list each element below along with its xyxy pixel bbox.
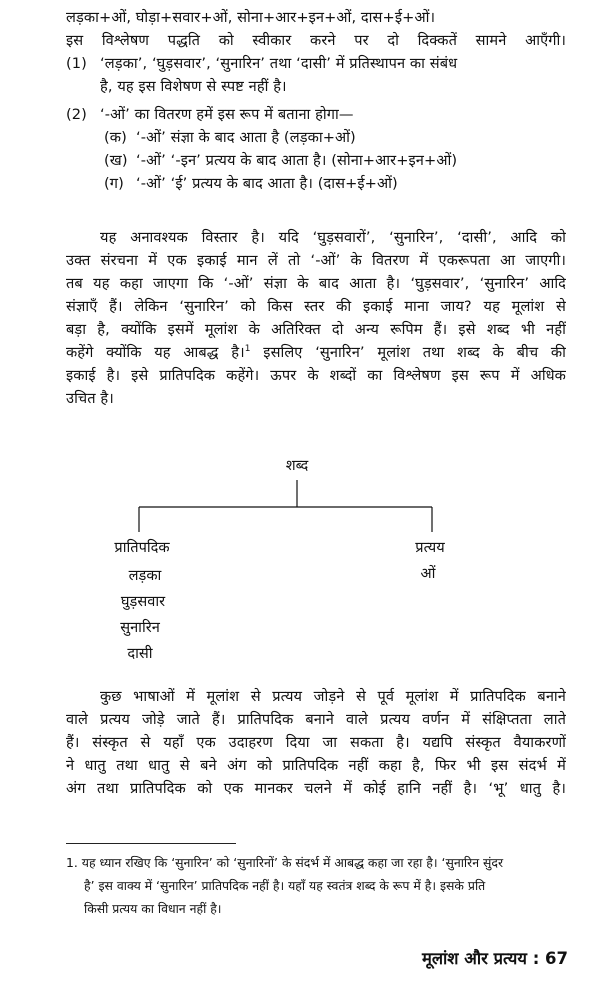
sub-point-b-label: (ख) (104, 152, 128, 169)
sub-point-c-label: (ग) (104, 175, 124, 192)
sub-point-c-text: ‘-ओं’ ‘ई’ प्रत्यय के बाद आता है। (दास+ई+ओं) (136, 175, 398, 192)
paragraph-1-line: यह अनावश्यक विस्तार है। यदि ‘घुड़सवारों’, ‘सुनारिन’, ‘दासी’, आदि को (100, 229, 566, 246)
paragraph-1-line: संज्ञाएँ हैं। लेकिन ‘सुनारिन’ को किस स्तर की इकाई माना जाय? यह मूलांश से (66, 298, 566, 315)
footnote-line: है’ इस वाक्य में ‘सुनारिन’ प्रातिपदिक नहीं है। यहाँ यह स्वतंत्र शब्द के रूप में है। इसके प्रति (84, 878, 486, 893)
footnote-line: 1. यह ध्यान रखिए कि ‘सुनारिन’ को ‘सुनारिनों’ के संदर्भ में आबद्ध कहा जा रहा है। ‘सुनारिन सुंदर (66, 855, 504, 870)
paragraph-1-line-part: इसलिए ‘सुनारिन’ मूलांश तथा शब्द के बीच की (250, 344, 566, 361)
tree-right-head: प्रत्यय (415, 539, 445, 556)
footnote-reference: 1 (244, 344, 251, 355)
intro-line: इस विश्लेषण पद्धति को स्वीकार करने पर दो दिक्कतें सामने आएँगी। (66, 32, 566, 49)
paragraph-2-line: वाले प्रत्यय जोड़े जाते हैं। प्रातिपदिक बनाने वाले प्रत्यय वर्णन में संक्षिप्तता लाते (66, 711, 566, 728)
point-1-text: ‘लड़का’, ‘घुड़सवार’, ‘सुनारिन’ तथा ‘दासी’ में प्रतिस्थापन का संबंध (100, 55, 458, 72)
paragraph-1-line-part: कहेंगे क्योंकि यह आबद्ध है। (66, 344, 245, 361)
paragraph-1-line: इकाई है। इसे प्रातिपदिक कहेंगे। ऊपर के शब्दों का विश्लेषण इस रूप में अधिक (66, 367, 566, 384)
tree-root-label: शब्द (285, 457, 309, 474)
running-footer-page-number: मूलांश और प्रत्यय : 67 (421, 949, 568, 968)
tree-left-item: सुनारिन (120, 619, 160, 636)
tree-right-item: ओं (420, 565, 436, 582)
footnote-line: किसी प्रत्यय का विधान नहीं है। (84, 901, 222, 916)
paragraph-2-line: हैं। संस्कृत से यहाँ एक उदाहरण दिया जा सकता है। यद्यपि संस्कृत वैयाकरणों (66, 734, 566, 751)
sub-point-c (66, 172, 566, 195)
tree-left-item: लड़का (128, 567, 162, 584)
paragraph-1-line: उक्त संरचना में एक इकाई मान लें तो ‘-ओं’ के वितरण में एकरूपता आ जाएगी। (66, 252, 566, 269)
paragraph-1-line: बड़ा है, क्योंकि इसमें मूलांश के अतिरिक्त दो अन्य रूपिम हैं। इसे शब्द भी नहीं (66, 321, 566, 338)
tree-left-item: घुड़सवार (120, 593, 166, 610)
tree-left-head: प्रातिपदिक (114, 539, 170, 556)
sub-point-a (66, 126, 566, 149)
sub-point-a-label: (क) (104, 129, 127, 146)
sub-point-a-text: ‘-ओं’ संज्ञा के बाद आता है (लड़का+ओं) (136, 129, 356, 146)
point-1-line-2: है, यह इस विशेषण से स्पष्ट नहीं है। (100, 78, 287, 95)
paragraph-2 (66, 685, 566, 800)
point-2-line-1 (66, 103, 566, 126)
point-1-number: (1) (66, 55, 87, 72)
sub-point-b-text: ‘-ओं’ ‘-इन’ प्रत्यय के बाद आता है। (सोना+आर+इन+ओं) (136, 152, 458, 169)
tree-left-item: दासी (127, 645, 153, 662)
paragraph-2-line: ने धातु तथा धातु से बने अंग को प्रातिपदिक नहीं कहा है, फिर भी इस संदर्भ में (66, 757, 566, 774)
point-2-number: (2) (66, 106, 87, 123)
paragraph-2-line: अंग तथा प्रातिपदिक को एक मानकर चलने में कोई हानि नहीं है। ‘भू’ धातु है। (66, 780, 566, 797)
point-1-line-1 (66, 52, 566, 75)
footnote-rule (66, 843, 236, 844)
paragraph-1-line-footnote-ref (66, 341, 566, 364)
paragraph-1 (66, 226, 566, 410)
top-block (66, 6, 566, 195)
sub-point-b (66, 149, 566, 172)
point-2-text: ‘-ओं’ का वितरण हमें इस रूप में बताना होगा— (100, 106, 354, 123)
paragraph-2-line: कुछ भाषाओं में मूलांश से प्रत्यय जोड़ने से पूर्व मूलांश में प्रातिपदिक बनाने (100, 688, 566, 705)
paragraph-1-line: तब यह कहा जाएगा कि ‘-ओं’ संज्ञा के बाद आता है। ‘घुड़सवार’, ‘सुनारिन’ आदि (66, 275, 566, 292)
paragraph-1-line-last: उचित है। (66, 390, 114, 407)
footnote (66, 851, 570, 920)
example-line: लड़का+ओं, घोड़ा+सवार+ओं, सोना+आर+इन+ओं, दास+ई+ओं। (66, 9, 436, 26)
